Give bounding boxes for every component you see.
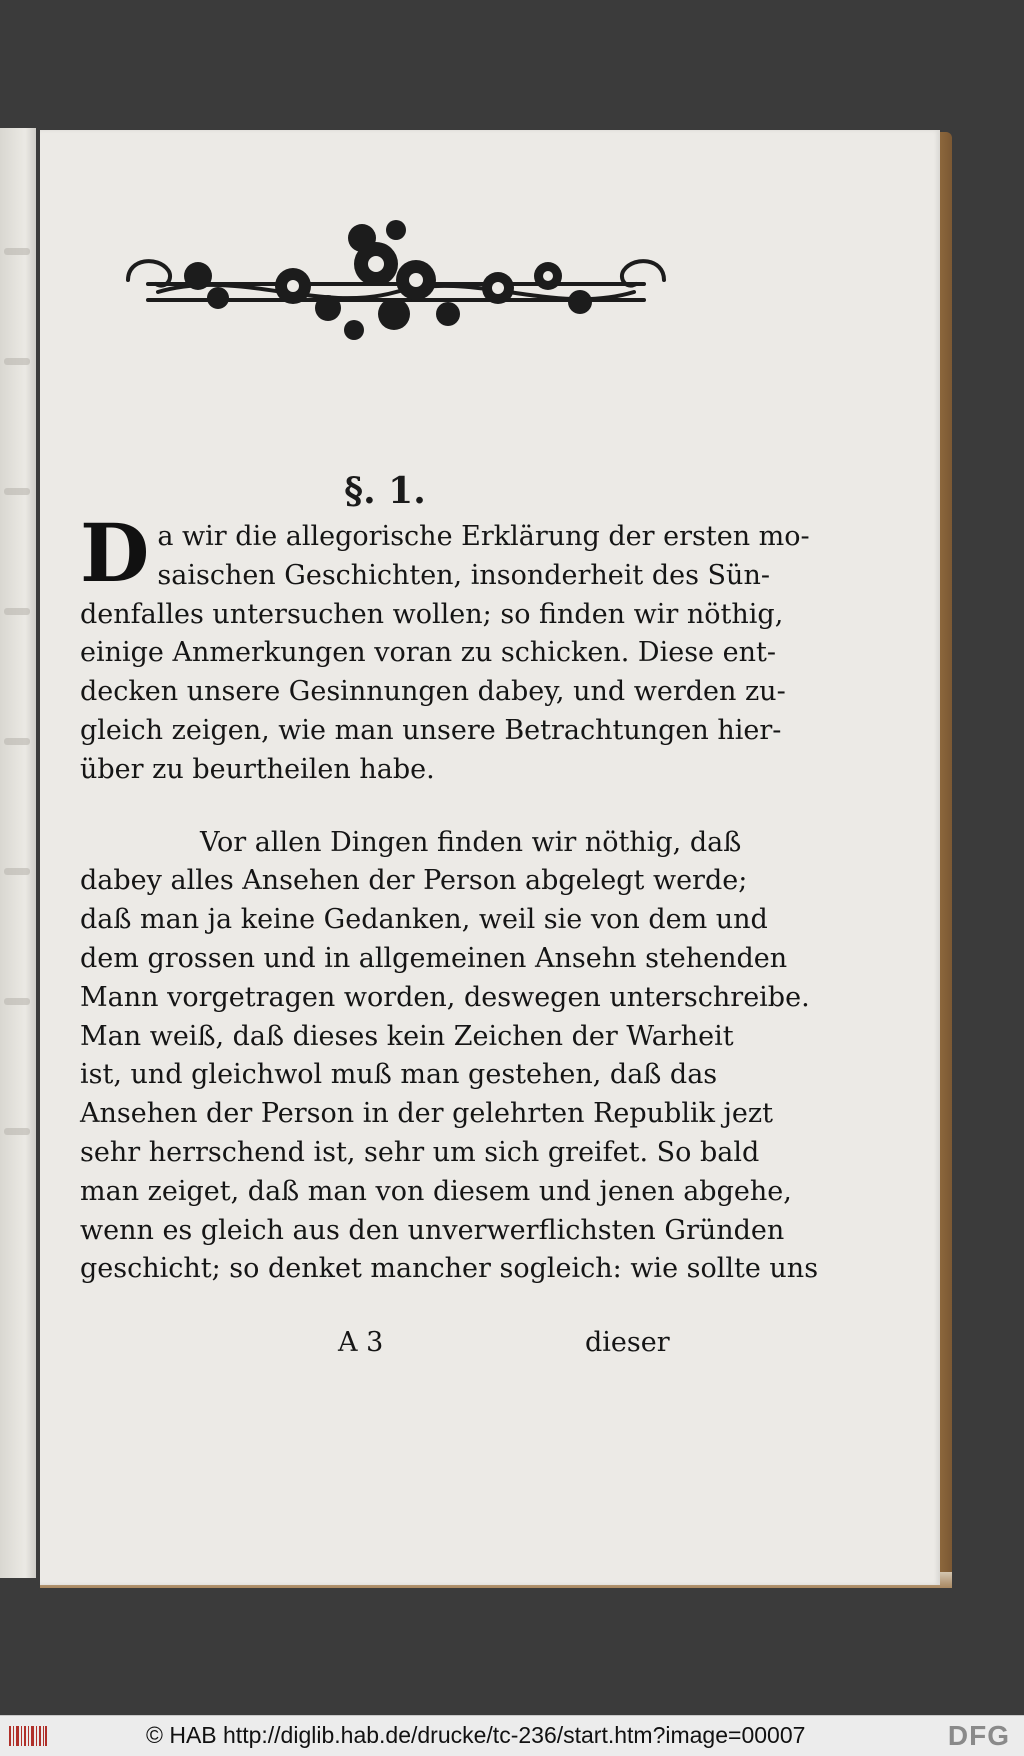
signature-mark: A 3 bbox=[338, 1327, 384, 1358]
floral-ornament bbox=[118, 218, 674, 358]
text-line: wenn es gleich aus den unverwerflichsten Gründen bbox=[80, 1214, 785, 1246]
paragraph-2 bbox=[80, 824, 819, 1290]
text-line: man zeiget, daß man von diesem und jenen abgehe, bbox=[80, 1175, 792, 1207]
text-line: dem grossen und in allgemeinen Ansehn stehenden bbox=[80, 942, 788, 974]
body-text bbox=[80, 506, 819, 1289]
text-line: Ansehen der Person in der gelehrten Republik jezt bbox=[80, 1098, 773, 1130]
text-line: Vor allen Dingen finden wir nöthig, daß bbox=[200, 826, 742, 858]
barcode-icon bbox=[8, 1724, 48, 1748]
dfg-logo: DFG bbox=[947, 1720, 1010, 1751]
text-line: saischen Geschichten, insonderheit des Sün- bbox=[157, 559, 770, 591]
text-line: gleich zeigen, wie man unsere Betrachtungen hier- bbox=[80, 714, 782, 746]
drop-cap: D bbox=[80, 506, 150, 600]
text-line: Mann vorgetragen worden, deswegen unterschreibe. bbox=[80, 981, 810, 1013]
previous-page-edge bbox=[0, 128, 36, 1578]
text-line: a wir die allegorische Erklärung der ersten mo- bbox=[157, 521, 810, 552]
text-line: ist, und gleichwol muß man gestehen, daß das bbox=[80, 1059, 718, 1091]
section-heading: §. 1. bbox=[344, 470, 426, 512]
source-link[interactable]: © HAB http://diglib.hab.de/drucke/tc-236/start.htm?image=00007 bbox=[146, 1722, 806, 1748]
viewer-footer bbox=[0, 1715, 1024, 1756]
text-line: Man weiß, daß dieses kein Zeichen der Warheit bbox=[80, 1020, 734, 1052]
text-line: über zu beurtheilen habe. bbox=[80, 753, 435, 785]
text-line: dabey alles Ansehen der Person abgelegt werde; bbox=[80, 865, 748, 897]
catchword: dieser bbox=[585, 1327, 670, 1358]
text-line: decken unsere Gesinnungen dabey, und werden zu- bbox=[80, 676, 786, 708]
text-line: sehr herrschend ist, sehr um sich greifet. So bald bbox=[80, 1136, 760, 1168]
text-line: daß man ja keine Gedanken, weil sie von dem und bbox=[80, 904, 768, 936]
text-line: geschicht; so denket mancher sogleich: wie sollte uns bbox=[80, 1253, 819, 1285]
paragraph-1 bbox=[80, 506, 810, 790]
text-line: denfalles untersuchen wollen; so finden wir nöthig, bbox=[80, 598, 784, 630]
text-line: einige Anmerkungen voran zu schicken. Diese ent- bbox=[80, 637, 776, 669]
